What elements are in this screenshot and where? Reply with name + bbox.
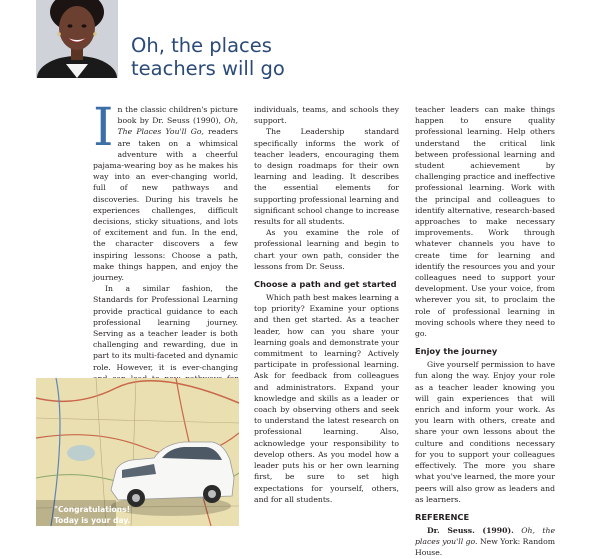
intro-text-start: n the classic children's picture book by Dr. Seuss (1990),: [117, 105, 238, 126]
reference-author: Dr. Seuss. (1990).: [427, 525, 514, 535]
photo-caption: [54, 505, 131, 526]
standards-paragraph: In a similar fashion, the Standards for Professional Learning provide practical guidance to each professional learning journey. Serving as a teacher leader is both challenging and rewarding, due in part to its multi-faceted and dynamic role. However, it is ever-changing: [93, 284, 238, 372]
column-3: [415, 104, 555, 559]
intro-text-rest: readers are taken on a whimsical adventure with a cheerful pajama-wearing boy as he makes his way into an ever-changing world, full of new pathways and discoveries. During his travels he experiences challenges, difficult decisions, sticky situations, and lots of excitement and fun. In the end, the character discovers a few inspiring lessons: Choose a path, make things happen, and enjoy the journey.: [93, 127, 239, 283]
reference-title: Oh, the places you'll go.: [415, 525, 555, 547]
reference-entry: [415, 525, 555, 559]
support-paragraph: individuals, teams, and schools they support.: [254, 105, 399, 126]
intro-paragraph: [93, 98, 239, 283]
map-car-illustration: [36, 378, 239, 526]
headline-line-2: teachers will go: [131, 57, 285, 80]
examine-role-paragraph: As you examine the role of professional learning and begin to chart your own path, consider the lessons from Dr. Seuss.: [254, 228, 399, 271]
column-2: [254, 104, 399, 505]
enjoy-journey-paragraph: Give yourself permission to have fun along the way. Enjoy your role as a teacher leader knowing you will gain experiences that will enrich and inform your work. As you learn with others, create and share your own lessons about the culture and conditions necessary for you to support your colleagues effectively. The more you share what you've learned, the more your peers will also grow as leaders and as learners.: [415, 360, 555, 504]
section-heading-choose-path: Choose a path and get started: [254, 279, 397, 290]
headline-line-1: Oh, the places: [131, 34, 272, 57]
portrait-illustration: [36, 0, 118, 78]
reference-heading: REFERENCE: [415, 511, 470, 522]
road-map-photo: [36, 378, 239, 526]
author-portrait: [36, 0, 118, 78]
choose-path-paragraph: Which path best makes learning a top priority? Examine your options and then get started. As a teacher leader, how can you share your learning goals and demonstrate your commitment to learning? Actively participate in professional learning. Ask for feedback from colleagues and administrators. Expand your knowledge and skills as a leader or coach by observing others and seek to understand the latest research on professional learning. Also, acknowledge your responsibility to develop others. As you model how a leader puts his or her own learning first, be sure to set high expectations for yourself, others, and for all students.: [254, 293, 399, 504]
caption-line-1: "Congratulations!: [54, 505, 131, 514]
book-title: Oh, The Places You'll Go,: [117, 116, 238, 137]
drop-cap: I: [93, 98, 114, 158]
column-1: [93, 98, 239, 395]
reference-publisher: New York: Random House.: [415, 537, 555, 558]
caption-line-2: Today is your day.: [54, 515, 131, 525]
leadership-standard-paragraph: The Leadership standard specifically informs the work of teacher leaders, encouraging them to design roadmaps for their own learning and leading. It describes the essential elements for supporting professional learning and significant school change to increase results for all students.: [254, 127, 399, 227]
article-headline: [131, 34, 285, 80]
make-things-happen-paragraph: teacher leaders can make things happen to ensure quality professional learning. Help others understand the critical link between professional learning and student achievement by challenging practice and ineffective professional learning. Work with the principal and colleagues to identify alternative, research-based approaches to make necessary improvements. Work through whatever channels you have to create time for learning and identify the resources you and your colleagues need to support your development. Use your voice, from wherever you sit, to proclaim the role of professional learning in moving schools where they need to go.: [415, 105, 555, 339]
section-heading-enjoy-journey: Enjoy the journey: [415, 346, 498, 357]
